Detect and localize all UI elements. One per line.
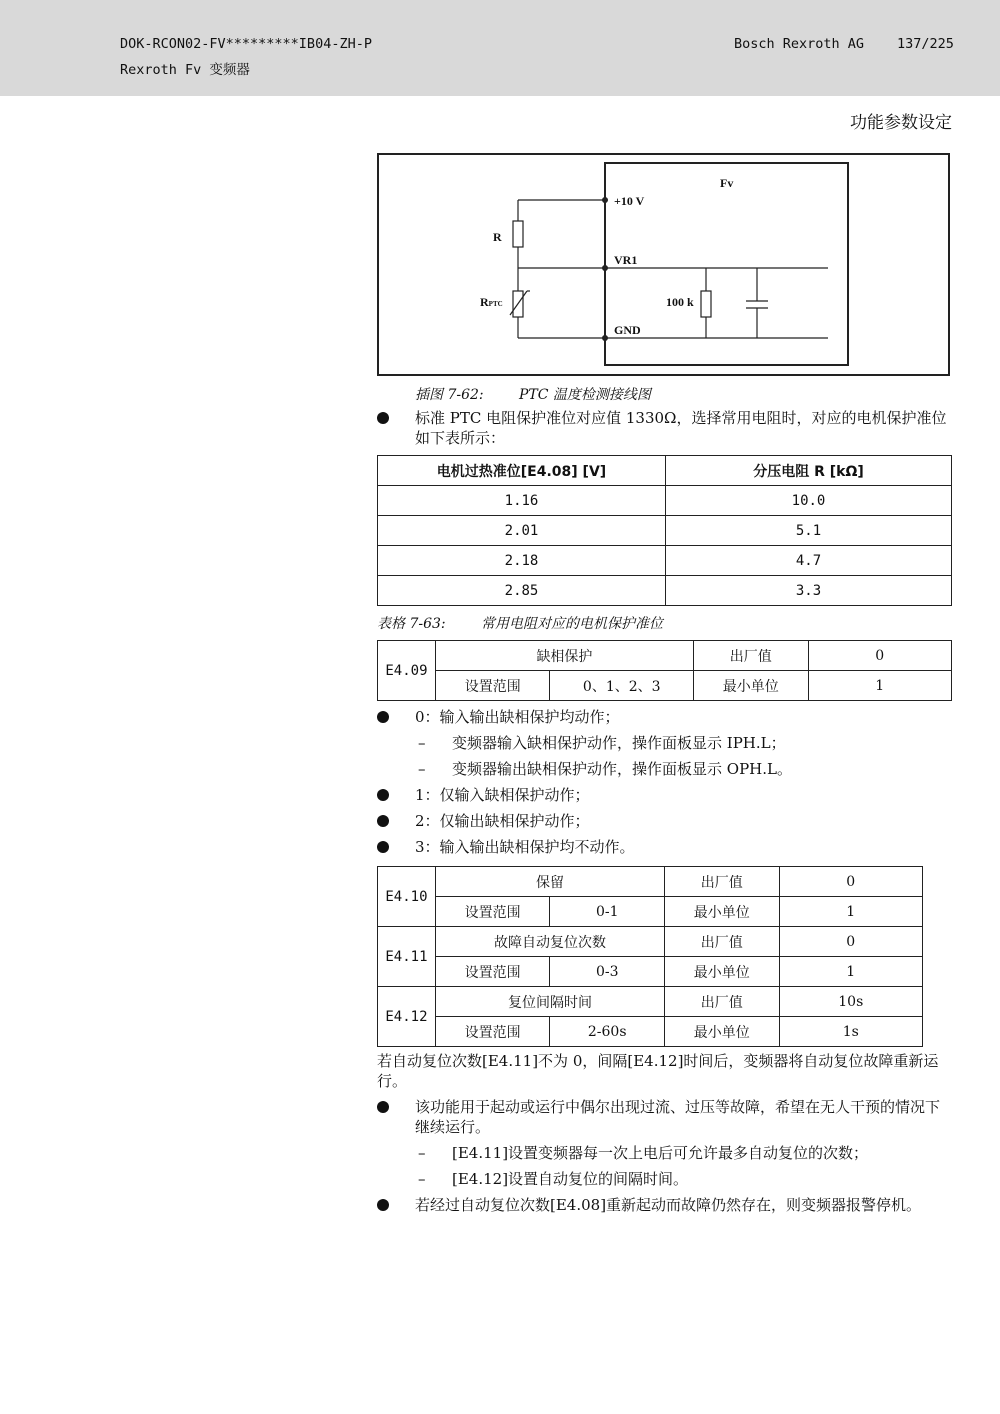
cell-level: 2.01 xyxy=(378,516,666,546)
col-header-resistor: 分压电阻 R [kΩ] xyxy=(666,456,952,486)
label-rptc-main: R xyxy=(480,295,489,309)
bullet-dot xyxy=(377,711,389,723)
bullet-func-text: 该功能用于起动或运行中偶尔出现过流、过压等故障，希望在无人干预的情况下继续运行。 xyxy=(415,1098,941,1136)
resistor-100k xyxy=(701,291,711,317)
node-vr1 xyxy=(602,265,608,271)
doc-id: DOK-RCON02-FV*********IB04-ZH-P xyxy=(120,36,372,52)
factory-label: 出厂值 xyxy=(693,641,808,671)
param-code: E4.10 xyxy=(378,867,436,927)
bullet-opt2-text: 2：仅输出缺相保护动作； xyxy=(415,812,590,830)
label-rptc xyxy=(480,295,503,309)
table-caption-number: 表格 7-63: xyxy=(377,616,446,632)
protection-level-table xyxy=(377,455,952,606)
bullet-dot xyxy=(377,789,389,801)
bullet-dot xyxy=(377,841,389,853)
product-name: Rexroth Fv 变频器 xyxy=(120,62,250,78)
company-name: Bosch Rexroth AG xyxy=(734,36,865,52)
resistor-r xyxy=(513,221,523,247)
dash-text: 变频器输出缺相保护动作，操作面板显示 OPH.L。 xyxy=(452,760,792,778)
range-value: 0、1、2、3 xyxy=(550,671,693,701)
factory-value: 10s xyxy=(779,987,922,1017)
page-number: 137/225 xyxy=(897,36,954,52)
range-value: 2-60s xyxy=(550,1017,665,1047)
bullet-ptc-text: 标准 PTC 电阻保护准位对应值 1330Ω，选择常用电阻时，对应的电机保护准位如下表所示： xyxy=(415,409,947,447)
bullet-opt3-text: 3：输入输出缺相保护均不动作。 xyxy=(415,838,635,856)
cell-resistor: 4.7 xyxy=(666,546,952,576)
table-caption-text: 常用电阻对应的电机保护准位 xyxy=(481,616,663,632)
cell-resistor: 3.3 xyxy=(666,576,952,606)
bullet-dot xyxy=(377,1199,389,1211)
param-code: E4.12 xyxy=(378,987,436,1047)
param-name: 保留 xyxy=(435,867,664,897)
table-row xyxy=(378,546,952,576)
label-r: R xyxy=(493,230,502,244)
factory-value: 0 xyxy=(808,641,951,671)
cell-level: 1.16 xyxy=(378,486,666,516)
unit-value: 1s xyxy=(779,1017,922,1047)
table-row xyxy=(378,486,952,516)
bullet-opt1-text: 1：仅输入缺相保护动作； xyxy=(415,786,590,804)
range-label: 设置范围 xyxy=(435,897,550,927)
col-header-level: 电机过热准位[E4.08] [V] xyxy=(378,456,666,486)
bullet-dot xyxy=(377,1101,389,1113)
param-name: 故障自动复位次数 xyxy=(435,927,664,957)
figure-caption-number: 插图 7-62: xyxy=(415,387,484,403)
figure-caption-text: PTC 温度检测接线图 xyxy=(519,387,651,403)
figure-caption xyxy=(415,384,651,404)
dash-mark: – xyxy=(418,1144,426,1162)
param-name: 复位间隔时间 xyxy=(435,987,664,1017)
unit-value: 1 xyxy=(808,671,951,701)
param-e409-table xyxy=(377,640,952,701)
bullet-alarm-text: 若经过自动复位次数[E4.08]重新起动而故障仍然存在，则变频器报警停机。 xyxy=(415,1196,922,1214)
bullet-opt0-text: 0：输入输出缺相保护均动作； xyxy=(415,708,620,726)
range-label: 设置范围 xyxy=(435,957,550,987)
dash-mark: – xyxy=(418,734,426,752)
table-caption xyxy=(377,613,663,633)
cell-level: 2.85 xyxy=(378,576,666,606)
unit-label: 最小单位 xyxy=(665,1017,780,1047)
table-row xyxy=(378,576,952,606)
page-header xyxy=(0,0,1000,96)
node-gnd xyxy=(602,335,608,341)
label-fv: Fv xyxy=(720,176,734,190)
dash-text: [E4.12]设置自动复位的间隔时间。 xyxy=(452,1170,689,1188)
table-row xyxy=(378,516,952,546)
param-name: 缺相保护 xyxy=(435,641,693,671)
cell-level: 2.18 xyxy=(378,546,666,576)
range-label: 设置范围 xyxy=(435,671,550,701)
section-title: 功能参数设定 xyxy=(850,113,952,133)
factory-label: 出厂值 xyxy=(665,867,780,897)
unit-label: 最小单位 xyxy=(665,897,780,927)
range-value: 0-3 xyxy=(550,957,665,987)
cell-resistor: 5.1 xyxy=(666,516,952,546)
ptc-wiring-diagram xyxy=(379,155,948,374)
dash-mark: – xyxy=(418,760,426,778)
bullet-dot xyxy=(377,815,389,827)
label-plus10v: +10 V xyxy=(614,194,645,208)
factory-value: 0 xyxy=(779,867,922,897)
label-rptc-sub: PTC xyxy=(488,300,503,308)
node-plus10v xyxy=(602,197,608,203)
factory-label: 出厂值 xyxy=(665,987,780,1017)
label-gnd: GND xyxy=(614,323,641,337)
bullet-dot xyxy=(377,412,389,424)
reset-paragraph: 若自动复位次数[E4.11]不为 0，间隔[E4.12]时间后，变频器将自动复位故障重新运行。 xyxy=(377,1052,939,1090)
param-e410-e412-table xyxy=(377,866,923,1047)
unit-value: 1 xyxy=(779,897,922,927)
param-code: E4.11 xyxy=(378,927,436,987)
circuit-figure xyxy=(377,153,950,376)
factory-value: 0 xyxy=(779,927,922,957)
cell-resistor: 10.0 xyxy=(666,486,952,516)
dash-mark: – xyxy=(418,1170,426,1188)
label-vr1: VR1 xyxy=(614,253,638,267)
dash-text: [E4.11]设置变频器每一次上电后可允许最多自动复位的次数； xyxy=(452,1144,869,1162)
factory-label: 出厂值 xyxy=(665,927,780,957)
range-value: 0-1 xyxy=(550,897,665,927)
unit-label: 最小单位 xyxy=(665,957,780,987)
label-100k: 100 k xyxy=(666,295,694,309)
unit-label: 最小单位 xyxy=(693,671,808,701)
param-code: E4.09 xyxy=(378,641,436,701)
unit-value: 1 xyxy=(779,957,922,987)
range-label: 设置范围 xyxy=(435,1017,550,1047)
dash-text: 变频器输入缺相保护动作，操作面板显示 IPH.L； xyxy=(452,734,786,752)
